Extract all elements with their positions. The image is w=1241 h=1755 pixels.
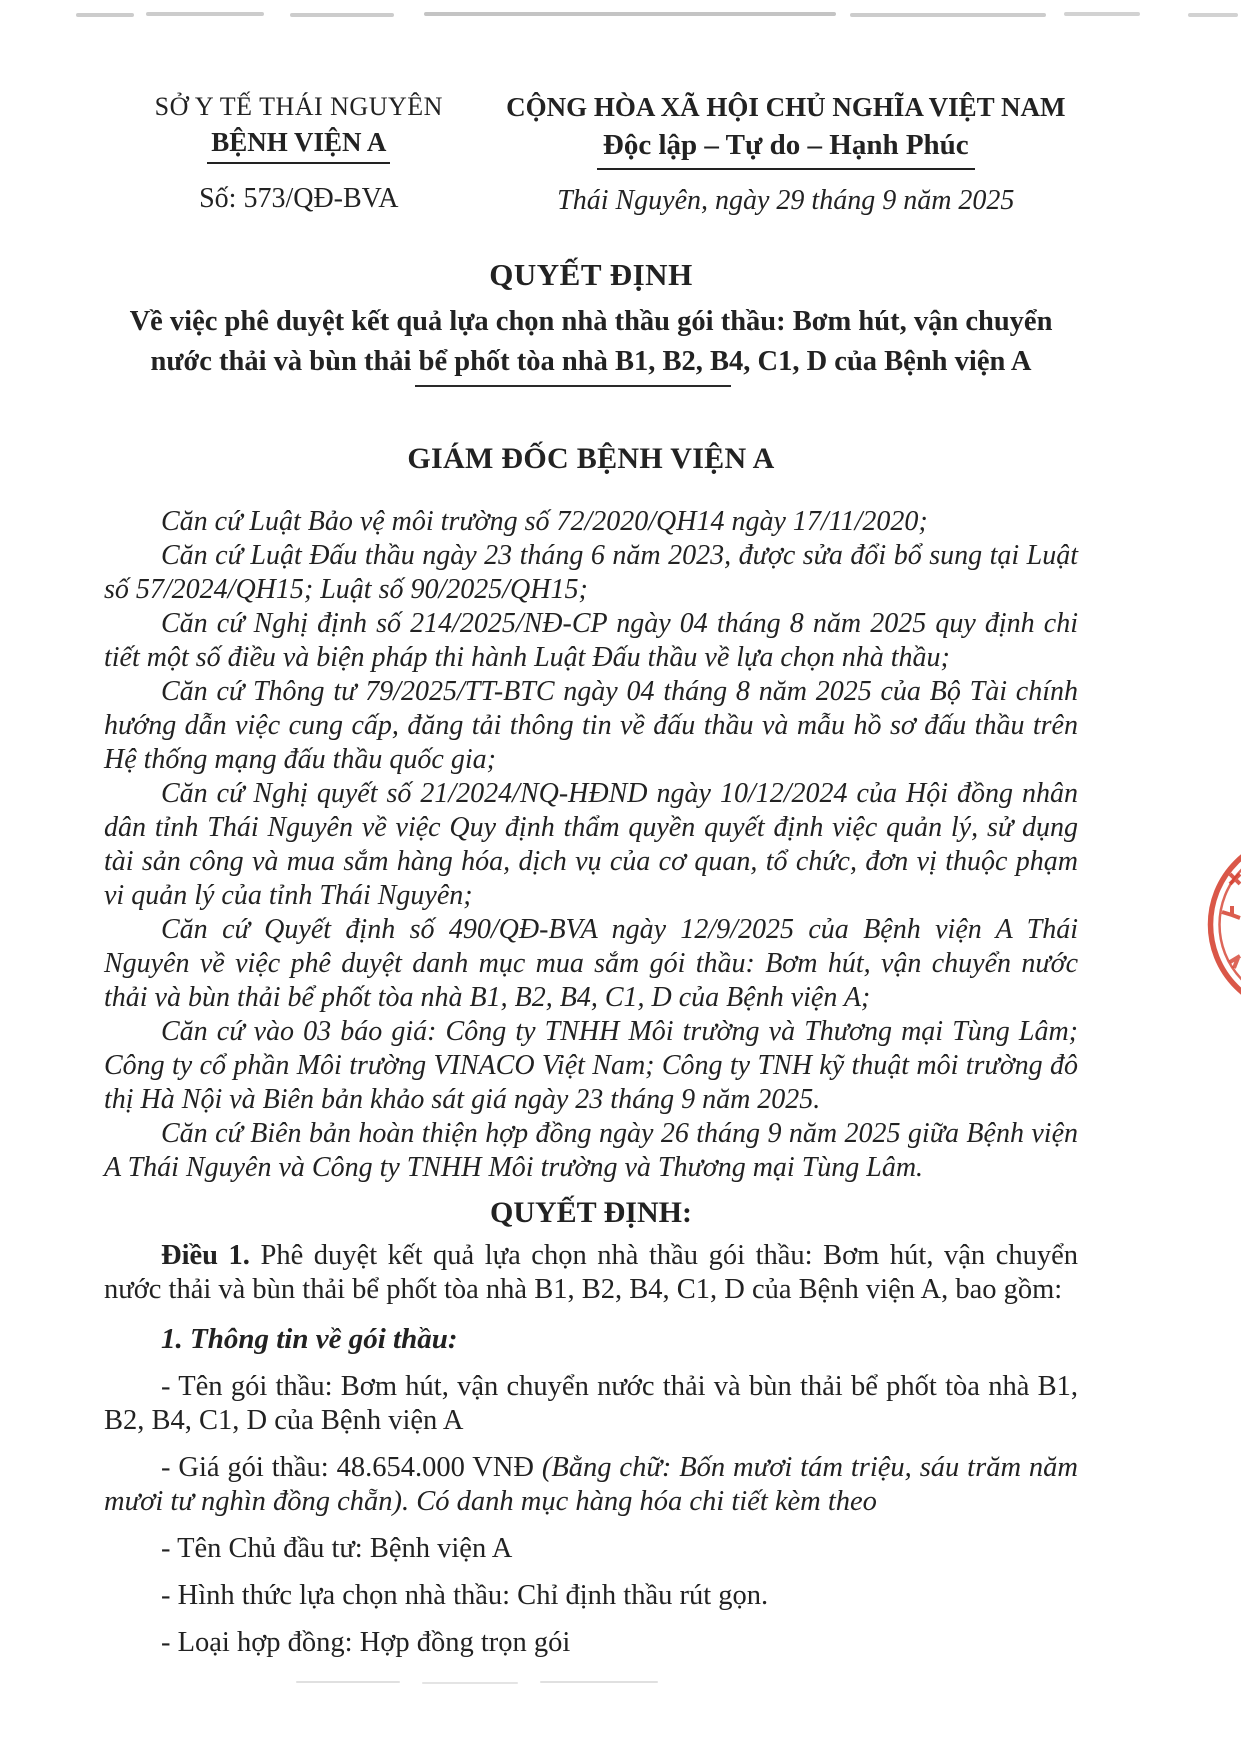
item-package-price <box>104 1451 1078 1519</box>
country-line: CỘNG HÒA XÃ HỘI CHỦ NGHĨA VIỆT NAM <box>506 92 1066 122</box>
document-number: Số: 573/QĐ-BVA <box>199 183 399 214</box>
preamble-paragraph: Căn cứ vào 03 báo giá: Công ty TNHH Môi trường và Thương mại Tùng Lâm; Công ty cổ phần Môi trường VINACO Việt Nam; Công ty TNH kỹ thuật môi trường đô thị Hà Nội và Biên bản khảo sát giá ngày 23 tháng 9 năm 2025. <box>104 1016 1078 1115</box>
subtitle-underline <box>415 385 731 387</box>
article-1-text: Phê duyệt kết quả lựa chọn nhà thầu gói thầu: Bơm hút, vận chuyển nước thải và bùn thải bể phốt tòa nhà B1, B2, B4, C1, D của Bệnh viện A, bao gồm: <box>104 1240 1079 1305</box>
preamble-paragraph: Căn cứ Nghị định số 214/2025/NĐ-CP ngày 04 tháng 8 năm 2025 quy định chi tiết một số điều và biện pháp thi hành Luật Đấu thầu về lựa chọn nhà thầu; <box>104 608 1078 673</box>
item-selection-method: - Hình thức lựa chọn nhà thầu: Chỉ định thầu rút gọn. <box>161 1580 769 1611</box>
document-subtitle <box>104 302 1078 382</box>
org-name-text: BỆNH VIỆN A <box>207 124 390 164</box>
article-1-paragraph <box>104 1239 1078 1307</box>
preamble-paragraph: Căn cứ Luật Bảo vệ môi trường số 72/2020/QH14 ngày 17/11/2020; <box>161 506 928 537</box>
preamble-paragraph: Căn cứ Luật Đấu thầu ngày 23 tháng 6 năm 2023, được sửa đổi bổ sung tại Luật số 57/2024/QH15; Luật số 90/2025/QH15; <box>104 540 1078 605</box>
price-in-words-text: (Bằng chữ: Bốn mươi tám triệu, sáu trăm năm mươi tư nghìn đồng chẵn). Có danh mục hàng hóa chi tiết kèm theo <box>104 1452 1078 1517</box>
item-investor: - Tên Chủ đầu tư: Bệnh viện A <box>161 1533 513 1564</box>
place-date-line: Thái Nguyên, ngày 29 tháng 9 năm 2025 <box>557 185 1015 216</box>
issuing-org-block <box>104 90 494 218</box>
preamble-paragraph: Căn cứ Thông tư 79/2025/TT-BTC ngày 04 tháng 8 năm 2025 của Bộ Tài chính hướng dẫn việc cung cấp, đăng tải thông tin về đấu thầu và mẫu hồ sơ đấu thầu trên Hệ thống mạng đấu thầu quốc gia; <box>104 676 1078 775</box>
subtitle-line-1: Về việc phê duyệt kết quả lựa chọn nhà thầu gói thầu: Bơm hút, vận chuyển <box>129 306 1053 337</box>
item-package-name: - Tên gói thầu: Bơm hút, vận chuyển nước thải và bùn thải bể phốt tòa nhà B1, B2, B4, C1, D của Bệnh viện A <box>104 1371 1078 1436</box>
authority-heading: GIÁM ĐỐC BỆNH VIỆN A <box>407 442 775 475</box>
document-title: QUYẾT ĐỊNH <box>489 257 693 292</box>
section-1-heading: 1. Thông tin về gói thầu: <box>161 1323 458 1355</box>
item-contract-type: - Loại hợp đồng: Hợp đồng trọn gói <box>161 1627 571 1658</box>
price-value-text: - Giá gói thầu: 48.654.000 VNĐ <box>161 1452 542 1483</box>
subtitle-line-2: nước thải và bùn thải bể phốt tòa nhà B1, B2, B4, C1, D của Bệnh viện A <box>150 346 1032 377</box>
article-1-label: Điều 1. <box>161 1240 250 1271</box>
motto-text: Độc lập – Tự do – Hạnh Phúc <box>597 126 975 170</box>
preamble-paragraph: Căn cứ Quyết định số 490/QĐ-BVA ngày 12/9/2025 của Bệnh viện A Thái Nguyên về việc phê duyệt danh mục mua sắm gói thầu: Bơm hút, vận chuyển nước thải và bùn thải bể phốt tòa nhà B1, B2, B4, C1, D của Bệnh viện A; <box>104 914 1078 1013</box>
motto-line <box>494 126 1078 170</box>
preamble-section <box>104 505 1078 1185</box>
preamble-paragraph: Căn cứ Nghị quyết số 21/2024/NQ-HĐND ngày 10/12/2024 của Hội đồng nhân dân tỉnh Thái Nguyên về việc Quy định thẩm quyền quyết định việc quản lý, sử dụng tài sản công và mua sắm hàng hóa, dịch vụ của cơ quan, tổ chức, đơn vị thuộc phạm vi quản lý của tỉnh Thái Nguyên; <box>104 778 1078 911</box>
national-motto-block <box>494 90 1078 218</box>
org-name <box>104 124 494 164</box>
preamble-paragraph: Căn cứ Biên bản hoàn thiện hợp đồng ngày 26 tháng 9 năm 2025 giữa Bệnh viện A Thái Nguyên và Công ty TNHH Môi trường và Thương mại Tùng Lâm. <box>104 1118 1078 1183</box>
document-header <box>104 90 1078 218</box>
parent-org-name: SỞ Y TẾ THÁI NGUYÊN <box>154 92 443 121</box>
decision-heading: QUYẾT ĐỊNH: <box>490 1196 692 1229</box>
